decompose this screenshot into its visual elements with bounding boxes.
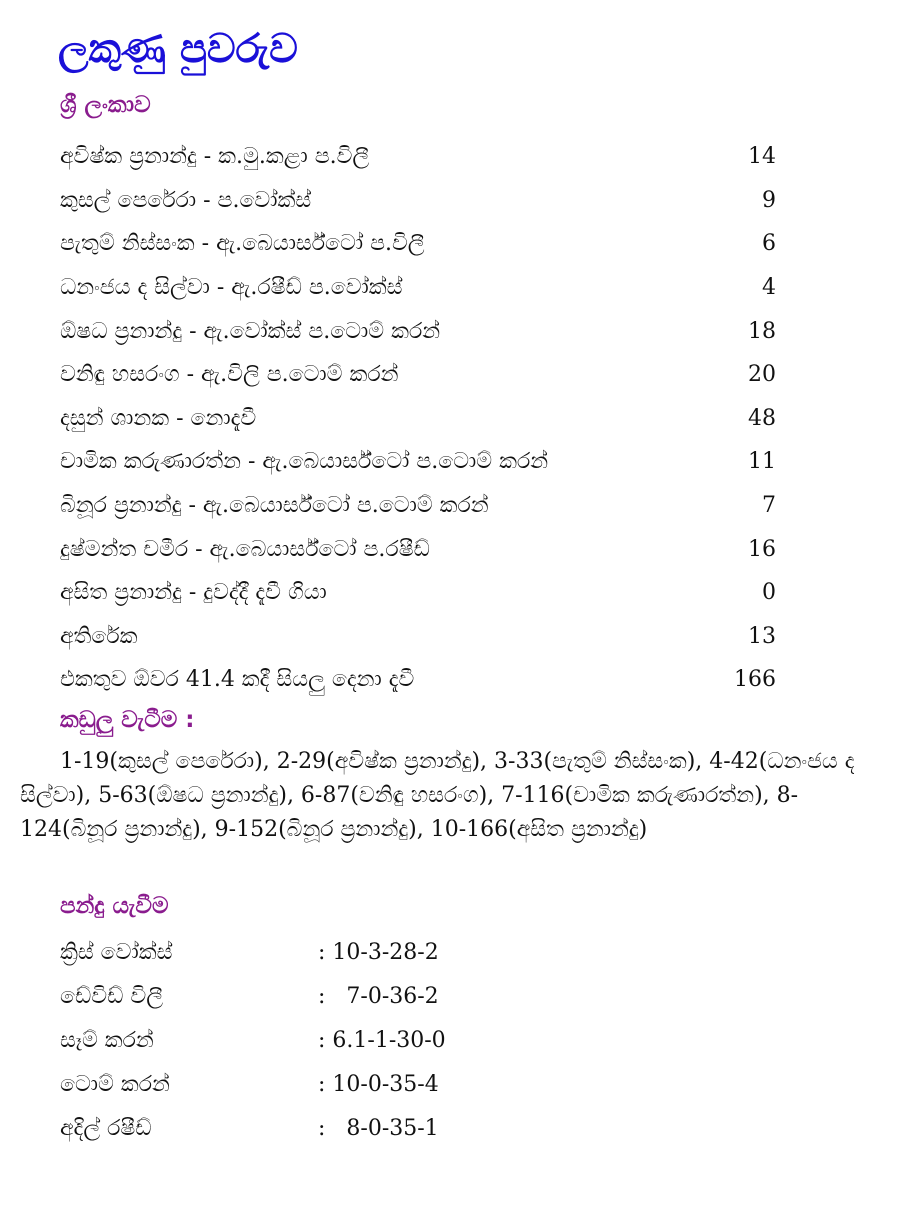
batting-row (60, 484, 776, 528)
bowler-figures: : 6.1-1-30-0 (318, 1027, 446, 1053)
batting-heading: ශ්‍රී ලංකාව (60, 92, 151, 118)
batting-row (60, 135, 776, 179)
batsman-runs: 18 (748, 318, 776, 344)
batting-row (60, 309, 776, 353)
bowler-name: ඩේවිඩ් විලී (60, 983, 164, 1009)
batting-row (60, 266, 776, 310)
batsman-name: දුෂ්මන්ත චමීර - ඇ.බෙයාර්ස්ටෝ ප.රෂීඩ් (60, 536, 430, 562)
total-label: එකතුව ඕවර 41.4 කදී සියලු දෙනා දැවී (60, 667, 415, 693)
page-title: ලකුණු පුවරුව (58, 26, 298, 72)
batsman-name: අවිෂ්ක ප්‍රනාන්දු - ක.මු.කළා ප.විලී (60, 144, 370, 170)
batsman-runs: 4 (762, 275, 776, 301)
batsman-name: දසුන් ශානක - නොදැවී (60, 405, 257, 431)
batting-list (60, 135, 776, 702)
bowling-row (60, 1063, 520, 1107)
bowling-row (60, 1018, 520, 1062)
batsman-runs: 20 (748, 362, 776, 388)
batsman-runs: 48 (748, 405, 776, 431)
fall-of-wickets-text: 1-19(කුසල් පෙරේරා), 2-29(අවිෂ්ක ප්‍රනාන්දු), 3-33(පැතුම් නිස්සංක), 4-42(ධනංජය ද සිල්වා), 5-63(ඕෂධ ප්‍රනාන්දු), 6-87(වනිඳු හසරංග), 7-116(චාමික කරුණාරත්න), 8-124(බිනූර ප්‍රනාන්දු), 9-152(බිනූර ප්‍රනාන්දු), 10-166(අසිත ප්‍රනාන්දු) (20, 749, 855, 842)
batsman-name: කුසල් පෙරේරා - ප.වෝක්ස් (60, 187, 312, 213)
bowler-name: අදිල් රෂීඩ් (60, 1116, 152, 1142)
total-row (60, 658, 776, 702)
batting-row (60, 527, 776, 571)
batsman-runs: 16 (748, 536, 776, 562)
batsman-runs: 7 (762, 493, 776, 519)
extras-row (60, 615, 776, 659)
total-runs: 166 (734, 667, 776, 693)
batsman-runs: 14 (748, 144, 776, 170)
batting-row (60, 222, 776, 266)
batsman-name: වනිඳු හසරංග - ඇ.විලි ප.ටොම් කරන් (60, 362, 399, 388)
extras-runs: 13 (748, 623, 776, 649)
batsman-name: පැතුම් නිස්සංක - ඇ.බෙයාර්ස්ටෝ ප.විලී (60, 231, 425, 257)
batting-row (60, 397, 776, 441)
bowler-figures: : 8-0-35-1 (318, 1116, 439, 1142)
batsman-runs: 6 (762, 231, 776, 257)
batting-row (60, 440, 776, 484)
bowler-figures: : 10-0-35-4 (318, 1072, 439, 1098)
batsman-name: අසිත ප්‍රනාන්දු - දුවද්දී දැවී ගියා (60, 580, 327, 606)
extras-label: අතිරේක (60, 623, 138, 649)
bowling-row (60, 1107, 520, 1151)
bowling-heading: පන්දු යැවීම (60, 893, 169, 919)
batsman-name: චාමික කරුණාරත්න - ඇ.බෙයාර්ස්ටෝ ප.ටොම් කරන් (60, 449, 549, 475)
bowling-row (60, 974, 520, 1018)
fall-of-wickets-heading: කඩුලු වැටීම : (60, 707, 195, 733)
bowler-figures: : 10-3-28-2 (318, 939, 439, 965)
bowler-name: සෑම් කරන් (60, 1027, 154, 1053)
batsman-runs: 9 (762, 187, 776, 213)
batsman-runs: 11 (748, 449, 776, 475)
batting-row (60, 179, 776, 223)
bowler-name: ක්‍රිස් වෝක්ස් (60, 939, 173, 965)
batsman-name: ඕෂධ ප්‍රනාන්දු - ඇ.වෝක්ස් ප.ටොම් කරන් (60, 318, 441, 344)
bowling-row (60, 930, 520, 974)
batsman-name: ධනංජය ද සිල්වා - ඇ.රෂීඩ් ප.වෝක්ස් (60, 275, 403, 301)
bowler-name: ටොම් කරන් (60, 1072, 170, 1098)
bowling-list (60, 930, 520, 1151)
batsman-name: බිනූර ප්‍රනාන්දු - ඇ.බෙයාර්ස්ටෝ ප.ටොම් කරන් (60, 493, 489, 519)
batsman-runs: 0 (762, 580, 776, 606)
bowler-figures: : 7-0-36-2 (318, 983, 439, 1009)
batting-row (60, 571, 776, 615)
batting-row (60, 353, 776, 397)
